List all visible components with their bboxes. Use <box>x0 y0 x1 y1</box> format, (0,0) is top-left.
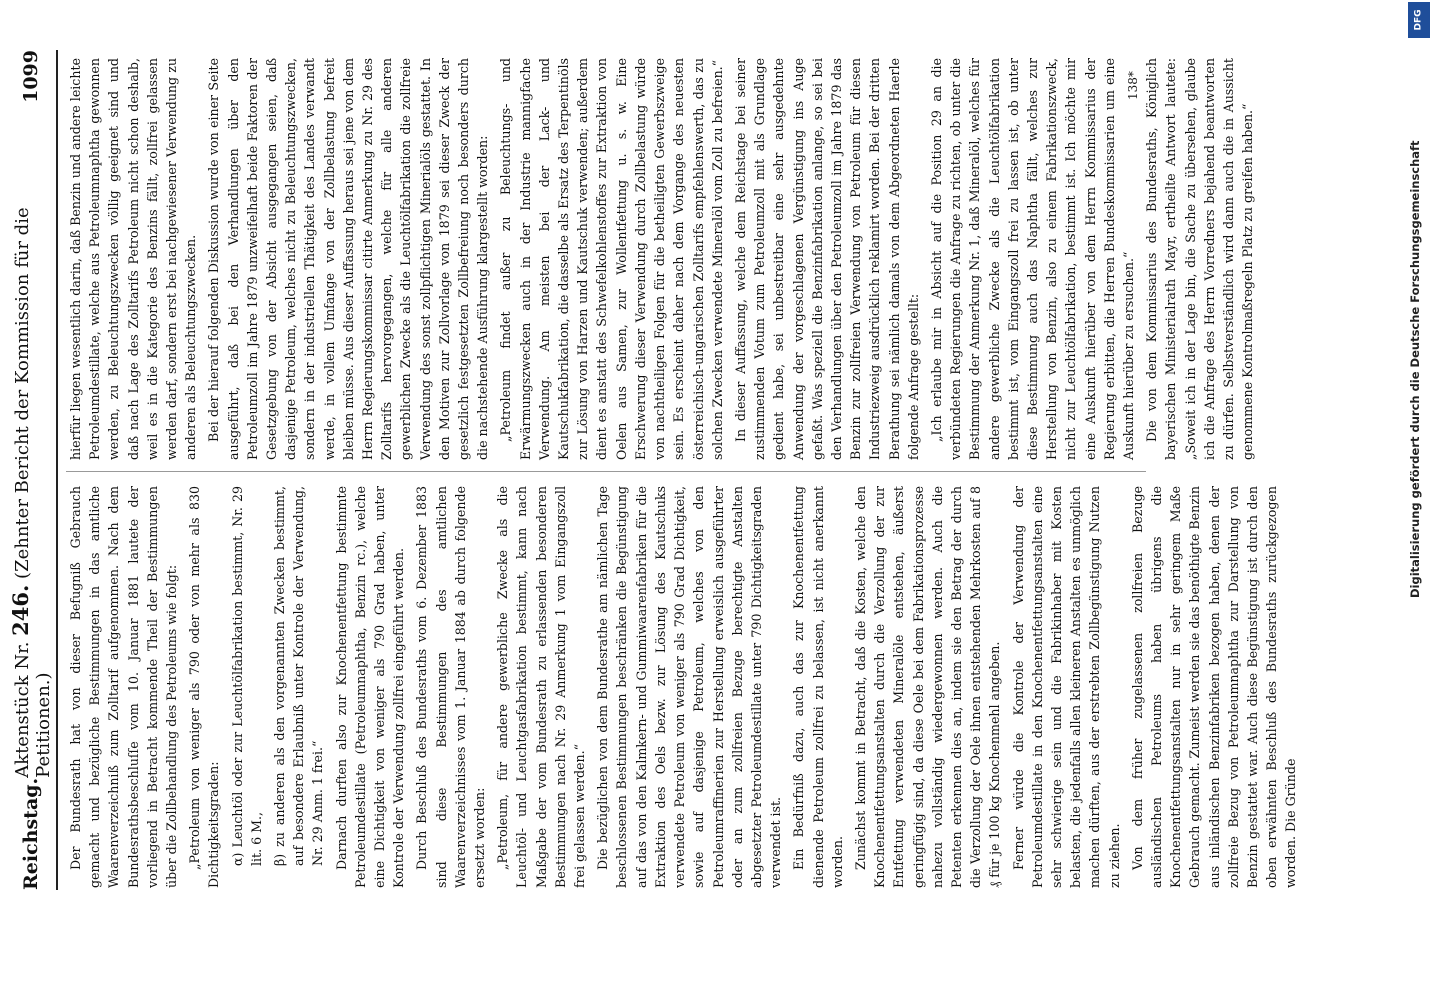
paragraph: Die von dem Kommissarius des Bundesraths, Königlich bayerischen Ministerialrath Mayr, ertheilte Antwort lautete: „Soweit ich in der Lage bin, die Sache zu übersehen, glaube ich die Anfrage des Herrn Vorredners bejahend beantworten zu dürfen. Selbstverständlich wird dann auch die in Aussicht genommene Kontrolmaßregeln Platz zu greifen haben.“ <box>1144 58 1256 460</box>
dfg-logo: DFG <box>1408 2 1430 38</box>
paragraph: „Petroleum, für andere gewerbliche Zwecke als die Leuchtöl- und Leuchtgasfabrikation bestimmt, kann nach Maßgabe der vom Bundesrath zu erlassenden besonderen Bestimmungen nach Nr. 29 Anmerkung 1 vom Eingangszoll frei gelassen werden.“ <box>495 486 588 888</box>
paragraph: hierfür liegen wesentlich darin, daß Benzin und andere leichte Petroleumdestillate, welche aus Petroleumnaphtha gewonnen werden, zu Beleuchtungszwecken völlig geeignet sind und daß nach Lage des Zolltarifs Petroleum nicht schon deshalb, weil es in die Kategorie des Benzins fällt, zollfrei gelassen werden darf, sondern erst bei nachgewiesener Verwendung zu anderen als Beleuchtungszwecken. <box>68 58 199 460</box>
paragraph: „Petroleum von weniger als 790 oder von mehr als 830 Dichtigkeitsgraden: <box>187 486 222 888</box>
header-middle <box>8 103 54 778</box>
paragraph: Ein Bedürfniß dazu, auch das zur Knochenentfettung dienende Petroleum zollfrei zu belassen, ist nicht anerkannt worden. <box>791 486 845 888</box>
paragraph: „Petroleum findet außer zu Beleuchtungs- und Erwärmungszwecken auch in der Industrie mannigfache Verwendung. Am meisten bei der Lack- und Kautschukfabrikation, die dasselbe als Ersatz des Terpentinöls zur Lösung von Harzen und Kautschuk verwenden; außerdem dient es anstatt des Schwefelkohlenstoffes zur Extraktion von Oelen aus Samen, zur Wollentfettung u. s. w. Eine Erschwerung dieser Verwendung durch Zollbelastung würde von nachtheiligen Folgen für die betheiligten Gewerbszweige sein. Es erscheint daher nach dem Vorgange des neuesten österreichisch-ungarischen Zolltarifs empfehlenswerth, das zu solchen Zwecken verwendete Mineralöl vom Zoll zu befreien.“ <box>498 58 725 460</box>
header-title: (Zehnter Bericht der Kommission für die Petitionen.) <box>12 207 54 778</box>
paragraph: „Ich erlaube mir in Absicht auf die Position 29 an die verbündeten Regierungen die Anfrage zu richten, ob unter die Bestimmung der Anmerkung Nr. 1, daß Mineralöl, welches für andere gewerbliche Zwecke als die Leuchtölfabrikation bestimmt ist, vom Eingangszoll frei zu lassen ist, ob unter diese Bestimmung auch das Naphtha fällt, welches zur Herstellung von Benzin, also zu einem Fabrikationszweck, nicht zur Leuchtölfabrikation, bestimmt ist. Ich möchte mir eine Auskunft hierüber von dem Herrn Kommissarius der Regierung erbitten, die Herren Bundeskommissarien um eine Auskunft hierüber zu ersuchen.“ <box>928 58 1136 460</box>
funding-note: Digitalisierung gefördert durch die Deutsche Forschungsgemeinschaft <box>1408 140 1422 598</box>
side-footer <box>1406 0 1432 1000</box>
signature-mark: 138* <box>1126 71 1140 100</box>
header-left: Reichstag. <box>20 777 42 890</box>
header-number: 246. <box>8 584 33 636</box>
paragraph: Bei der hierauf folgenden Diskussion wurde von einer Seite ausgeführt, daß bei den Verhandlungen über den Petroleumzoll im Jahre 1879 unzweifelhaft beide Faktoren der Gesetzgebung von der Absicht ausgegangen seien, daß dasjenige Petroleum, welches nicht zu Beleuchtungszwecken, sondern in der industriellen Thätigkeit des Landes verwandt werde, in vollem Umfange von der Zollbelastung befreit bleiben müsse. Aus dieser Auffassung heraus sei jene von dem Herrn Regierungskommissar citirte Anmerkung zu Nr. 29 des Zolltarifs hervorgegangen, welche für alle anderen gewerblichen Zwecke als die Leuchtölfabrikation die zollfreie Verwendung des sonst zollpflichtigen Minerialöls gestattet. In den Motiven zur Zollvorlage von 1879 sei dieser Zweck der gesetzlich festgesetzten Zollbefreiung noch besonders durch die nachstehende Ausführung klargestellt worden: <box>206 58 491 460</box>
paragraph: Der Bundesrath hat von dieser Befugniß Gebrauch gemacht und bezügliche Bestimmungen in das amtliche Waarenverzeichniß zum Zolltarif aufgenommen. Nach dem Bundesrathsbeschluſſe vom 10. Januar 1881 lautete der vorliegend in Betracht kommende Theil der Bestimmungen über die Zollbehandlung des Petroleums wie folgt: <box>68 486 180 888</box>
paragraph: Die bezüglichen von dem Bundesrathe am nämlichen Tage beschlossenen Bestimmungen beschränken die Begünstigung auf das von den Kalmkern- und Gummiwaarenfabriken für die Extraktion des Oels bezw. zur Lösung des Kautschuks verwendete Petroleum von weniger als 790 Grad Dichtigkeit, sowie auf dasjenige Petroleum, welches von den Petroleumraffinerien zur Herstellung erweislich ausgeführter oder an zum zollfreien Bezuge berechtigte Anstalten abgesetzter Petroleumdestillate unter 790 Dichtigkeitsgraden verwendet ist. <box>595 486 784 888</box>
header-prefix: Aktenstück Nr. <box>12 641 33 778</box>
left-column <box>66 486 1299 888</box>
page-header <box>8 50 54 890</box>
paragraph: Zunächst kommt in Betracht, daß die Kosten, welche den Knochenentfettungsanstalten durch die Verzollung der zur Entfettung verwendeten Mineralöle entstehen, äußerst geringfügig sind, da diese Oele bei dem Fabrikationsprozesse nahezu vollständig wiedergewonnen werden. Auch die Petenten erkennen dies an, indem sie den Betrag der durch die Verzollung der Oele ihnen entstehenden Mehrkosten auf 8 ₰ für je 100 kg Knochenmehl angeben. <box>852 486 1003 888</box>
paragraph: Ferner würde die Kontrole der Verwendung der Petroleumdestillate in den Knochenentfettungsanstalten eine sehr schwierige sein und die Fabrikinhaber mit Kosten belasten, die jedenfalls allen kleineren Anstalten es unmöglich machen dürften, aus der erstrebten Zollbegünstigung Nutzen zu ziehen. <box>1010 486 1122 888</box>
column-divider <box>66 471 1146 472</box>
header-rule <box>56 50 58 890</box>
paragraph: In dieser Auffassung, welche dem Reichstage bei seiner zustimmenden Votum zum Petroleumzoll mit als Grundlage gedient habe, sei unbestreitbar eine sehr ausgedehnte Anwendung der vorgeschlagenen Vergünstigung ins Auge gefaßt. Was speziell die Benzinfabrikation anlange, so sei bei den Verhandlungen über den Petroleumzoll im Jahre 1879 das Benzin zur zollfreien Verwendung von Petroleum für diesen Industriezweig ausdrücklich reklamirt worden. Bei der dritten Berathung sei nämlich damals von dem Abgeordneten Haerle folgende Anfrage gestellt: <box>732 58 921 460</box>
paragraph: Durch Beschluß des Bundesraths vom 6. Dezember 1883 sind diese Bestimmungen des amtlichen Waarenverzeichnisses vom 1. Januar 1884 ab durch folgende ersetzt worden: <box>414 486 488 888</box>
right-column <box>66 58 1256 460</box>
paragraph: β) zu anderen als den vorgenannten Zwecken bestimmt, auf besondere Erlaubniß unter Kontrole der Verwendung, Nr. 29 Anm. 1 frei.“ <box>272 486 326 866</box>
paragraph: Darnach durften also zur Knochenentfettung bestimmte Petroleumdestillate (Petroleumnaphtha, Benzin rc.), welche eine Dichtigkeit von weniger als 790 Grad haben, unter Kontrole der Verwendung zollfrei eingeführt werden. <box>333 486 407 888</box>
page-number: 1099 <box>20 50 42 103</box>
paragraph: Von dem früher zugelassenen zollfreien Bezuge ausländischen Petroleums haben übrigens die Knochenentfettungsanstalten nur in sehr geringem Maße Gebrauch gemacht. Zumeist werden sie das benöthigte Benzin aus inländischen Benzinfabriken bezogen haben, denen der zollfreie Bezug von Petroleumnaphtha zur Darstellung von Benzin gestattet war. Auch diese Begünstigung ist durch den oben erwähnten Beschluß des Bundesraths zurückgezogen worden. Die Gründe <box>1129 486 1299 888</box>
paragraph: α) Leuchtöl oder zur Leuchtölfabrikation bestimmt, Nr. 29 lit. 6 M., <box>229 486 264 866</box>
